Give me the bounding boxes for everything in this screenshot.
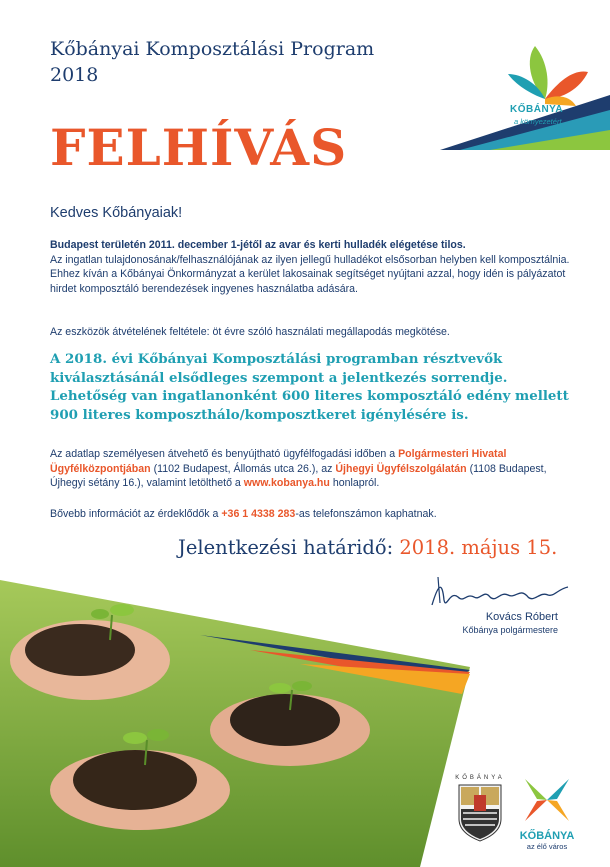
signatory-name: Kovács Róbert xyxy=(485,611,558,623)
info-text-a: Bővebb információt az érdeklődők a xyxy=(50,508,222,520)
where-text-a: Az adatlap személyesen átvehető és benyújtható ügyfélfogadási időben a xyxy=(50,448,399,460)
intro-bold: Budapest területén 2011. december 1-jétől az avar és kerti hulladék elégetése tilos. xyxy=(50,239,466,251)
greeting: Kedves Kőbányaiak! xyxy=(50,205,183,221)
where-text-e: (1108 Budapest, Újhegyi sétány 16.), valamint letölthető a xyxy=(50,462,547,490)
coat-of-arms-icon xyxy=(455,781,505,843)
highlight-paragraph: A 2018. évi Kőbányai Komposztálási programban résztvevők kiválasztásánál elsődleges szempont a jelentkezés sorrendje. Lehetőség van ingatlanonként 600 literes komposztáló edény mellett 900 literes komposzthálo/komposztkeret igénylésére is. xyxy=(50,351,569,423)
paragraph-intro xyxy=(50,238,570,296)
page-heading: FELHÍVÁS xyxy=(50,118,348,177)
program-title xyxy=(50,36,374,88)
ujhegy-office-link[interactable]: Újhegyi Ügyfélszolgálatán xyxy=(335,462,467,475)
intro-text: Az ingatlan tulajdonosának/felhasználójának az ilyen jellegű hulladékot elsősorban helyben kell komposztálnia. Ehhez kíván a Kőbányai Önkormányzat a kerület lakosainak segítséget nyújtani azzal, hogy idén is pályázatot hirdet komposztáló berendezések ingyenes használatba adására. xyxy=(50,253,570,295)
city-logo-name: KŐBÁNYA xyxy=(519,830,575,842)
kobanya-city-logo xyxy=(512,775,582,855)
logo-name: KŐBÁNYA xyxy=(510,104,564,115)
where-text-g: honlapról. xyxy=(329,477,380,490)
flower-icon xyxy=(500,44,590,106)
logo-tagline: a környezetért xyxy=(514,117,562,126)
program-title-line1: Kőbányai Komposztálási Program xyxy=(50,38,375,60)
where-text-c: (1102 Budapest, Állomás utca 26.), az xyxy=(150,462,336,475)
paragraph-condition: Az eszközök átvételének feltétele: öt évre szóló használati megállapodás megkötése. xyxy=(50,326,450,338)
signatory-role: Kőbánya polgármestere xyxy=(462,625,558,635)
paragraph-info xyxy=(50,507,570,522)
program-title-line2: 2018 xyxy=(50,64,99,86)
info-text-c: -as telefonszámon kaphatnak. xyxy=(295,508,437,520)
kobanya-crest xyxy=(455,775,505,847)
kobanya-environment-logo xyxy=(500,44,590,134)
crest-text: KŐBÁNYA xyxy=(455,775,505,781)
deadline xyxy=(178,536,557,559)
paragraph-where xyxy=(50,447,570,491)
butterfly-icon xyxy=(517,775,577,825)
office-link[interactable]: Polgármesteri Hivatal Ügyfélközpontjában xyxy=(50,448,507,475)
deadline-label: Jelentkezési határidő: xyxy=(178,536,400,559)
phone-link[interactable]: +36 1 4338 283 xyxy=(221,508,296,520)
deadline-date: 2018. május 15. xyxy=(399,536,558,559)
city-logo-tagline: az élő város xyxy=(526,842,568,851)
website-link[interactable]: www.kobanya.hu xyxy=(243,477,330,490)
